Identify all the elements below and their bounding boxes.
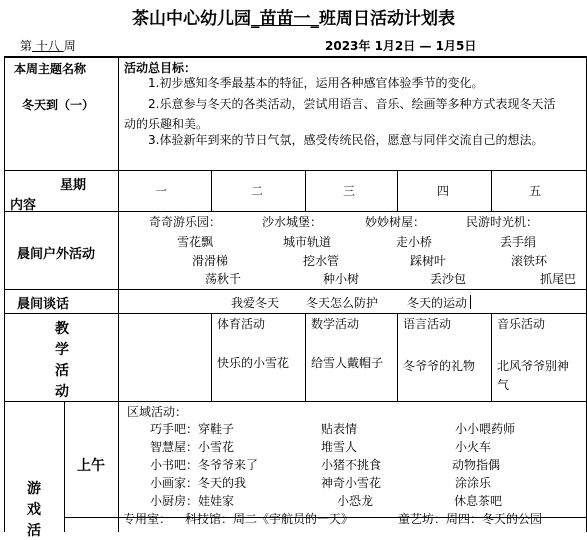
- outdoor-item: 荡秋千: [205, 272, 242, 286]
- weekday-header-bottom: 内容: [10, 198, 37, 213]
- game-label-char: 游: [27, 481, 41, 497]
- teaching-label-char: 学: [55, 342, 69, 358]
- teaching-title: 快乐的小雪花: [217, 356, 290, 370]
- area-item: 小猪不挑食: [321, 458, 382, 472]
- talk-label: 晨间谈话: [17, 297, 70, 312]
- outdoor-area: 妙妙树屋：: [365, 215, 426, 229]
- teaching-subject: 语言活动: [403, 317, 452, 331]
- area-item: 小恐龙: [337, 494, 374, 508]
- goals-heading: 活动总目标：: [124, 61, 197, 75]
- table-left-border: [4, 56, 5, 532]
- row-divider: [4, 170, 587, 171]
- area-item: 涂涂乐: [455, 476, 492, 490]
- day-thu: 四: [437, 184, 450, 198]
- teaching-subject: 数学活动: [311, 317, 360, 331]
- day-wed: 三: [343, 184, 356, 198]
- outdoor-area: 沙水城堡：: [262, 215, 323, 229]
- area-item: 贴表情: [321, 422, 358, 436]
- weekday-header-top: 星期: [60, 178, 87, 193]
- talk-topic: 冬天怎么防护: [306, 296, 379, 310]
- game-label-char: 活: [27, 523, 41, 539]
- game-label-char: 戏: [27, 502, 41, 518]
- outdoor-item: 丢手绢: [500, 235, 537, 249]
- day-fri: 五: [529, 184, 542, 198]
- day-divider: [305, 170, 306, 211]
- talk-topic: 我爱冬天: [231, 296, 280, 310]
- row-divider: [4, 211, 587, 212]
- area-item: 动物指偶: [452, 458, 501, 472]
- date-range: 2023年 1月2日 — 1月5日: [325, 39, 477, 53]
- game-time: 上午: [77, 458, 105, 474]
- outdoor-item: 城市轨道: [283, 235, 332, 249]
- theme-name: 冬天到（一）: [22, 98, 95, 112]
- area-item: 小火车: [455, 440, 492, 454]
- day-divider: [305, 313, 306, 401]
- teaching-title-cont: 气: [497, 378, 510, 392]
- table-top-border: [4, 56, 587, 58]
- row-divider: [4, 313, 587, 314]
- day-divider: [211, 170, 212, 211]
- outdoor-label: 晨间户外活动: [17, 247, 96, 262]
- area-item: 巧手吧：穿鞋子: [150, 422, 235, 436]
- area-item: 小厨房：娃娃家: [150, 494, 235, 508]
- outdoor-item: 挖水管: [303, 254, 340, 268]
- area-label: 区域活动：: [127, 405, 188, 419]
- special-room-label: 专用室：: [123, 512, 172, 526]
- week-number: 十八: [35, 39, 60, 53]
- school-name: 茶山中心幼儿园: [132, 9, 251, 29]
- teaching-subject: 体育活动: [217, 317, 266, 331]
- teaching-subject: 音乐活动: [497, 317, 546, 331]
- outdoor-item: 踩树叶: [410, 254, 447, 268]
- week-label: 第 十八 周: [20, 39, 76, 53]
- day-mon: 一: [155, 184, 168, 198]
- outdoor-item: 丢沙包: [430, 272, 467, 286]
- outdoor-item: 雪花飘: [177, 235, 214, 249]
- area-item: 神奇小雪花: [321, 476, 382, 490]
- goal-item: 动的乐趣和美。: [124, 117, 209, 131]
- goal-item: 3.体验新年到来的节日气氛，感受传统民俗，愿意与同伴交流自己的想法。: [148, 133, 544, 147]
- row-divider: [4, 401, 587, 402]
- talk-topic: 冬天的运动: [407, 296, 468, 310]
- day-tue: 二: [251, 184, 264, 198]
- day-divider: [397, 170, 398, 211]
- day-divider: [491, 313, 492, 401]
- title-suffix: 班周日活动计划表: [319, 9, 455, 29]
- teaching-title: 冬爷爷的礼物: [403, 359, 476, 373]
- goal-item: 2.乐意参与冬天的各类活动，尝试用语言、音乐、绘画等多种方式表现冬天活: [148, 97, 556, 111]
- outdoor-item: 抓尾巴: [540, 272, 577, 286]
- outdoor-item: 滚铁环: [511, 254, 548, 268]
- special-room-item: 科技馆：周二《宇航员的一天》: [185, 512, 354, 526]
- day-divider: [397, 313, 398, 401]
- page-title: [0, 4, 587, 29]
- outdoor-item: 种小树: [323, 272, 360, 286]
- teaching-title: 北风爷爷别神: [497, 359, 570, 373]
- outdoor-area: 民游时光机：: [466, 215, 539, 229]
- area-item: 智慧屋：小雪花: [150, 440, 235, 454]
- day-divider: [491, 170, 492, 211]
- teaching-title: 给雪人戴帽子: [311, 356, 384, 370]
- outdoor-area: 奇奇游乐园：: [149, 215, 222, 229]
- teaching-label-char: 教: [55, 321, 69, 337]
- label-column-divider: [118, 56, 119, 532]
- teaching-label-char: 动: [55, 384, 69, 400]
- outdoor-item: 走小桥: [396, 235, 433, 249]
- special-room-item: 童艺坊：周四：冬天的公园: [398, 512, 543, 526]
- game-inner-divider: [64, 401, 65, 532]
- goal-item: 1.初步感知冬季最基本的特征，运用各种感官体验季节的变化。: [148, 76, 484, 90]
- theme-label: 本周主题名称: [14, 62, 87, 76]
- day-divider: [211, 313, 212, 401]
- area-item: 休息茶吧: [454, 494, 503, 508]
- outdoor-item: 滑滑梯: [192, 254, 229, 268]
- area-item: 小小喂药师: [455, 422, 516, 436]
- teaching-label-char: 活: [55, 363, 69, 379]
- row-divider: [4, 289, 587, 290]
- text-cursor: [470, 295, 471, 309]
- class-name: _苗苗一_: [251, 9, 319, 29]
- area-item: 小书吧：冬爷爷来了: [150, 458, 259, 472]
- area-item: 小画家：冬天的我: [150, 476, 247, 490]
- area-item: 堆雪人: [321, 440, 358, 454]
